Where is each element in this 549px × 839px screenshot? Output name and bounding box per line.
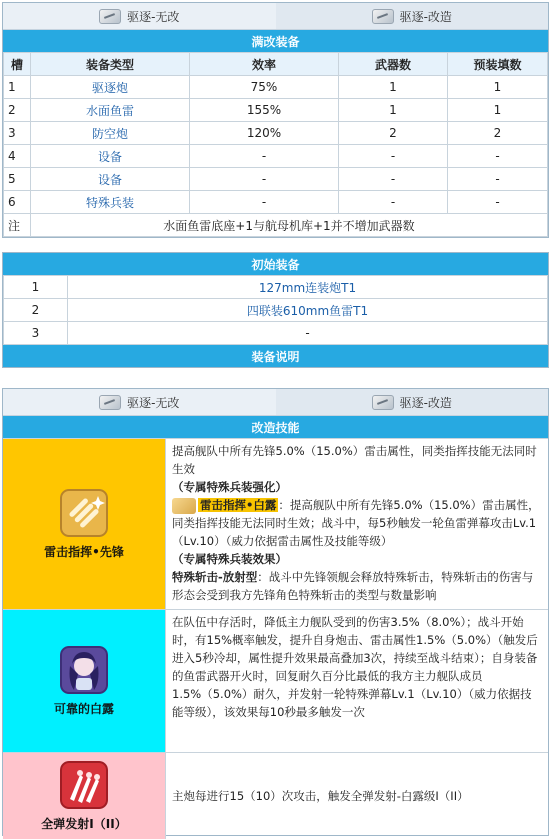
full-equipment-table: [3, 52, 548, 237]
efficiency-cell: -: [190, 191, 339, 214]
table-row: [4, 299, 548, 322]
skill-text: 主炮每进行15（10）次攻击，触发全弹发射-白露级I（II）: [172, 789, 469, 803]
skill-description: [166, 439, 548, 609]
skills-title: 改造技能: [3, 416, 548, 438]
tab-destroyer-unmodified[interactable]: [3, 389, 276, 415]
col-weapons: 武器数: [339, 53, 448, 76]
equipment-icon: [99, 9, 121, 24]
efficiency-cell: 75%: [190, 76, 339, 99]
equipment-type-link[interactable]: 水面鱼雷: [31, 99, 190, 122]
equipment-icon: [372, 9, 394, 24]
skill-special-text: [172, 568, 542, 604]
equipment-type-link[interactable]: 设备: [31, 168, 190, 191]
note-text: 水面鱼雷底座+1与航母机库+1并不增加武器数: [31, 214, 548, 237]
skill-text: 提高舰队中所有先锋5.0%（15.0%）雷击属性，同类指挥技能无法同时生效: [172, 444, 537, 476]
index-cell: 2: [4, 299, 68, 322]
index-cell: 3: [4, 322, 68, 345]
preload-cell: 1: [448, 76, 548, 99]
tab-label: 驱逐-改造: [399, 395, 452, 410]
skill-text: ：战斗中先锋领舰会释放特殊斩击，特殊斩击的伤害与形态会受到我方先锋角色特殊斩击的类型与数量影响: [172, 570, 534, 602]
slot-cell: 6: [4, 191, 31, 214]
equipment-type-link[interactable]: 特殊兵装: [31, 191, 190, 214]
table-row: [4, 276, 548, 299]
efficiency-cell: -: [190, 145, 339, 168]
preload-cell: -: [448, 145, 548, 168]
initial-equipment-panel: [2, 252, 549, 368]
weapons-cell: -: [339, 168, 448, 191]
equipment-cell: -: [68, 322, 548, 345]
full-equipment-title: 满改装备: [3, 30, 548, 52]
equipment-type-link[interactable]: 防空炮: [31, 122, 190, 145]
skill-header: [3, 753, 166, 839]
skill-row: [3, 752, 548, 839]
table-row: [4, 145, 548, 168]
skill-bold: 特殊斩击-放射型: [172, 570, 258, 584]
torpedo-command-icon: [172, 498, 196, 514]
table-row: [4, 122, 548, 145]
tab-label: 驱逐-改造: [399, 9, 452, 24]
table-row: [4, 168, 548, 191]
skill-text: 在队伍中存活时，降低主力舰队受到的伤害3.5%（8.0%）；战斗开始时，有15%概率触发，提升自身炮击、雷击属性1.5%（5.0%）（触发后进入5秒冷却，属性提升效果最高叠加3次，持续至战斗结束）；自身装备的鱼雷武器开火时，回复耐久百分比最低的我方主力舰队成员1.5%（5.0%）耐久，并发射一轮特殊弹幕Lv.1（Lv.10）（威力依据技能等级），该效果每10秒最多触发一次: [172, 615, 538, 719]
slot-cell: 1: [4, 76, 31, 99]
slot-cell: 4: [4, 145, 31, 168]
skill-name: 全弹发射I（II）: [41, 816, 127, 831]
efficiency-cell: 155%: [190, 99, 339, 122]
tab-label: 驱逐-无改: [127, 395, 180, 410]
skill-subheading: （专属特殊兵装强化）: [172, 480, 287, 494]
equipment-link[interactable]: 四联装610mm鱼雷T1: [68, 299, 548, 322]
skill-row: [3, 609, 548, 752]
skills-panel: [2, 388, 549, 836]
table-row: [4, 76, 548, 99]
tab-destroyer-unmodified[interactable]: [3, 3, 276, 29]
preload-cell: -: [448, 168, 548, 191]
skill-header: [3, 610, 166, 752]
skill-description: [166, 610, 548, 752]
equipment-type-link[interactable]: 设备: [31, 145, 190, 168]
index-cell: 1: [4, 276, 68, 299]
equipment-type-link[interactable]: 驱逐炮: [31, 76, 190, 99]
table-row: [4, 99, 548, 122]
shiratsuyu-portrait-icon: [60, 646, 108, 694]
slot-cell: 2: [4, 99, 31, 122]
initial-equipment-table: [3, 275, 548, 345]
skill-enhanced-text: [172, 496, 542, 550]
skill-name: 可靠的白露: [53, 701, 114, 716]
col-eff: 效率: [190, 53, 339, 76]
tab-label: 驱逐-无改: [127, 9, 180, 24]
preload-cell: 2: [448, 122, 548, 145]
col-preload: 预装填数: [448, 53, 548, 76]
efficiency-cell: 120%: [190, 122, 339, 145]
table-row: [4, 191, 548, 214]
top-tab-bar: [3, 3, 548, 30]
equipment-description-title: 装备说明: [3, 345, 548, 367]
weapons-cell: 1: [339, 76, 448, 99]
torpedo-command-icon: [60, 489, 108, 537]
skill-name: 雷击指挥•先锋: [44, 544, 124, 559]
weapons-cell: 1: [339, 99, 448, 122]
col-type: 装备类型: [31, 53, 190, 76]
equipment-panel: [2, 2, 549, 238]
skill-subheading: （专属特殊兵装效果）: [172, 552, 287, 566]
skill-description: [166, 753, 548, 839]
tab-destroyer-retrofit[interactable]: [276, 389, 549, 415]
tab-destroyer-retrofit[interactable]: [276, 3, 549, 29]
skill-text: ：提高舰队中所有先锋5.0%（15.0%）雷击属性，同类指挥技能无法同时生效；战斗中，每5秒触发一轮鱼雷弹幕攻击Lv.1（Lv.10）（威力依据雷击属性及技能等级）: [172, 498, 540, 548]
efficiency-cell: -: [190, 168, 339, 191]
table-header-row: [4, 53, 548, 76]
slot-cell: 5: [4, 168, 31, 191]
weapons-cell: 2: [339, 122, 448, 145]
full-barrage-icon: [60, 761, 108, 809]
preload-cell: 1: [448, 99, 548, 122]
skill-row: [3, 438, 548, 609]
weapons-cell: -: [339, 191, 448, 214]
skill-header: [3, 439, 166, 609]
skill-highlight: 雷击指挥•白露: [200, 498, 277, 512]
note-label: 注: [4, 214, 31, 237]
preload-cell: -: [448, 191, 548, 214]
bottom-tab-bar: [3, 389, 548, 416]
equipment-icon: [99, 395, 121, 410]
col-slot: 槽: [4, 53, 31, 76]
slot-cell: 3: [4, 122, 31, 145]
initial-equipment-title: 初始装备: [3, 253, 548, 275]
table-row: [4, 322, 548, 345]
equipment-icon: [372, 395, 394, 410]
note-row: [4, 214, 548, 237]
equipment-link[interactable]: 127mm连装炮T1: [68, 276, 548, 299]
weapons-cell: -: [339, 145, 448, 168]
